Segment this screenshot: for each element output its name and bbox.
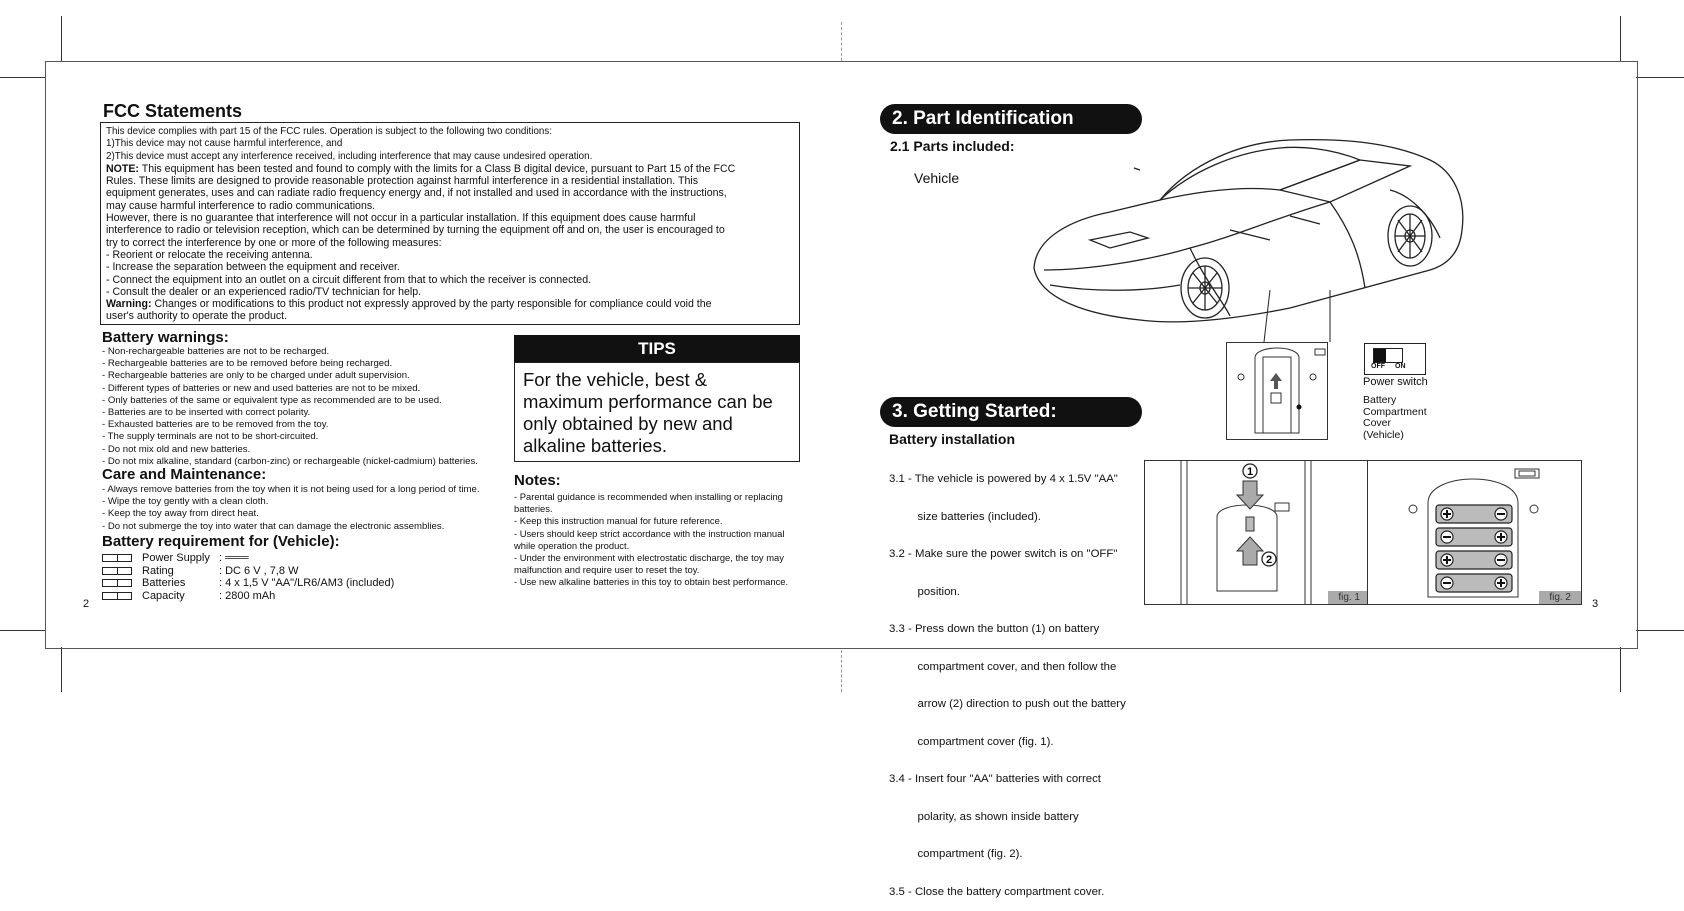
list-item: - Keep this instruction manual for future reference. bbox=[514, 515, 723, 527]
parts-included-title: 2.1 Parts included: bbox=[890, 138, 1015, 154]
crop-mark bbox=[1620, 647, 1621, 692]
spec-label: Power Supply bbox=[142, 552, 210, 564]
battery-icon bbox=[102, 592, 132, 600]
note-label: NOTE: bbox=[106, 162, 139, 175]
fold-mark bbox=[841, 650, 842, 692]
switch-knob bbox=[1374, 349, 1386, 362]
switch-on-label: ON bbox=[1395, 363, 1406, 370]
power-switch-diagram bbox=[1364, 343, 1426, 375]
spec-row bbox=[102, 552, 394, 565]
crop-mark bbox=[1636, 77, 1684, 78]
switch-off-label: OFF bbox=[1371, 363, 1385, 370]
spec-row bbox=[102, 577, 394, 590]
list-item: - Different types of batteries or new and used batteries are not to be mixed. bbox=[102, 382, 421, 394]
battery-warnings-list bbox=[102, 346, 478, 468]
fcc-line: This device complies with part 15 of the FCC rules. Operation is subject to the following two conditions: bbox=[106, 126, 552, 137]
fcc-line: - Consult the dealer or an experienced radio/TV technician for help. bbox=[106, 285, 422, 298]
crop-mark bbox=[0, 630, 45, 631]
step-line: 3.3 - Press down the button (1) on battery bbox=[889, 623, 1100, 635]
figure-2 bbox=[1367, 460, 1582, 605]
switch-slot bbox=[1373, 348, 1403, 363]
fig1-step1: 1 bbox=[1246, 466, 1254, 478]
fcc-line: Rules. These limits are designed to provide reasonable protection against harmful interference in a residential installation. This bbox=[106, 175, 699, 188]
step-line: 3.5 - Close the battery compartment cover. bbox=[889, 885, 1105, 898]
step-line: arrow (2) direction to push out the battery bbox=[889, 698, 1126, 710]
cover-label-line: Compartment bbox=[1363, 405, 1427, 418]
tips-title: TIPS bbox=[514, 335, 800, 362]
list-item: - Wipe the toy gently with a clean cloth. bbox=[102, 496, 269, 508]
list-item: - Use new alkaline batteries in this toy to obtain best performance. bbox=[514, 576, 789, 588]
list-item: - Only batteries of the same or equivalent type as recommended are to be used. bbox=[102, 394, 442, 406]
warning-label: Warning: bbox=[106, 298, 152, 311]
spec-row bbox=[102, 590, 394, 603]
list-item: malfunction and require user to reset the toy. bbox=[514, 564, 700, 576]
spec-value: : 2800 mAh bbox=[219, 589, 276, 602]
fcc-line: interference to radio or television reception, which can be determined by turning the equipment off and on, the user is encouraged to bbox=[106, 224, 725, 237]
fig1-label: fig. 1 bbox=[1328, 591, 1370, 604]
fcc-line: - Connect the equipment into an outlet on a circuit different from that to which the receiver is connected. bbox=[106, 273, 592, 286]
list-item: - Do not submerge the toy into water that can damage the electronic assemblies. bbox=[102, 520, 445, 532]
spec-value: : ═══ bbox=[219, 552, 249, 564]
list-item: - Batteries are to be inserted with correct polarity. bbox=[102, 407, 311, 419]
step-line: 3.2 - Make sure the power switch is on "OFF" bbox=[889, 548, 1118, 560]
fig2-label: fig. 2 bbox=[1539, 591, 1581, 604]
part-identification-header: 2. Part Identification bbox=[880, 104, 1142, 134]
spec-value: : 4 x 1,5 V "AA"/LR6/AM3 (included) bbox=[219, 577, 395, 590]
list-item: - Keep the toy away from direct heat. bbox=[102, 508, 259, 520]
cover-label-line: (Vehicle) bbox=[1363, 428, 1404, 441]
fcc-statement-box bbox=[100, 122, 800, 325]
list-item: - Under the environment with electrostatic discharge, the toy may bbox=[514, 552, 784, 564]
list-item: - Parental guidance is recommended when installing or replacing bbox=[514, 491, 783, 502]
cover-label-line: Cover bbox=[1363, 417, 1392, 429]
list-item: - Non-rechargeable batteries are not to be recharged. bbox=[102, 346, 330, 357]
list-item: - Do not mix old and new batteries. bbox=[102, 443, 251, 455]
page-number-right: 3 bbox=[1592, 598, 1599, 610]
notes-list bbox=[514, 491, 788, 589]
battery-icon bbox=[102, 554, 132, 562]
battery-warnings-title: Battery warnings: bbox=[102, 329, 229, 346]
step-line: 3.1 - The vehicle is powered by 4 x 1.5V "AA" bbox=[889, 473, 1118, 485]
fcc-line: may cause harmful interference to radio communications. bbox=[106, 199, 376, 212]
care-title: Care and Maintenance: bbox=[102, 466, 267, 483]
list-item: while operation the product. bbox=[514, 539, 630, 551]
fcc-line: 1)This device may not cause harmful interference, and bbox=[106, 138, 343, 150]
list-item: - Always remove batteries from the toy when it is not being used for a long period of time. bbox=[102, 484, 480, 495]
step-line: size batteries (included). bbox=[889, 510, 1041, 523]
spec-label: Rating bbox=[142, 564, 174, 577]
crop-mark bbox=[1620, 16, 1621, 61]
cover-drawing bbox=[1227, 343, 1327, 439]
fcc-line: user's authority to operate the product. bbox=[106, 310, 288, 323]
vehicle-label: Vehicle bbox=[914, 170, 960, 186]
cover-label-line: Battery bbox=[1363, 394, 1397, 406]
fcc-line: - Increase the separation between the equipment and receiver. bbox=[106, 261, 400, 274]
cover-label bbox=[1363, 395, 1427, 441]
crop-mark bbox=[0, 77, 45, 78]
step-line: compartment cover, and then follow the bbox=[889, 660, 1117, 673]
notes-title: Notes: bbox=[514, 472, 561, 489]
fcc-line: 2)This device must accept any interference received, including interference that may cause undesired operation. bbox=[106, 150, 593, 162]
battery-cover-detail bbox=[1226, 342, 1328, 440]
crop-mark bbox=[61, 647, 62, 692]
step-line: compartment (fig. 2). bbox=[889, 848, 1023, 860]
list-item: - Exhausted batteries are to be removed from the toy. bbox=[102, 419, 329, 431]
warning-text: Changes or modifications to this product not expressly approved by the party responsible for compliance could void the bbox=[151, 298, 712, 311]
getting-started-header: 3. Getting Started: bbox=[880, 397, 1142, 427]
spec-label: Capacity bbox=[142, 589, 185, 602]
list-item: - Rechargeable batteries are only to be charged under adult supervision. bbox=[102, 370, 410, 382]
fcc-line: try to correct the interference by one or more of the following measures: bbox=[106, 236, 442, 249]
list-item: - Rechargeable batteries are to be removed before being recharged. bbox=[102, 358, 393, 370]
crop-mark bbox=[1636, 630, 1684, 631]
battery-icon bbox=[102, 567, 132, 575]
care-list bbox=[102, 484, 480, 533]
battery-installation-title: Battery installation bbox=[889, 431, 1016, 447]
crop-mark bbox=[61, 16, 62, 61]
fcc-line: However, there is no guarantee that interference will not occur in a particular installation. If this equipment does cause harmful bbox=[106, 212, 696, 225]
battery-spec-table bbox=[102, 552, 394, 602]
fold-mark bbox=[841, 22, 842, 61]
fig1-drawing bbox=[1145, 461, 1370, 604]
step-line: position. bbox=[889, 585, 960, 598]
fcc-line: - Reorient or relocate the receiving antenna. bbox=[106, 248, 313, 261]
power-switch-label: Power switch bbox=[1363, 376, 1428, 388]
fcc-title: FCC Statements bbox=[103, 101, 243, 121]
battery-icon bbox=[102, 579, 132, 587]
battery-requirement-title: Battery requirement for (Vehicle): bbox=[102, 533, 340, 550]
fig1-step2: 2 bbox=[1265, 554, 1273, 566]
fcc-note bbox=[106, 163, 794, 175]
installation-steps bbox=[889, 448, 1126, 911]
tips-body: For the vehicle, best & maximum performance can be only obtained by new and alkaline batteries. bbox=[514, 362, 800, 462]
list-item: - The supply terminals are not to be short-circuited. bbox=[102, 431, 319, 443]
fcc-warning bbox=[106, 298, 794, 310]
fig2-drawing bbox=[1368, 461, 1581, 604]
figure-1 bbox=[1144, 460, 1371, 605]
step-line: 3.4 - Insert four "AA" batteries with correct bbox=[889, 773, 1101, 785]
note-text: This equipment has been tested and found to comply with the limits for a Class B digital device, pursuant to Part 15 of the FCC bbox=[138, 162, 736, 175]
step-line: polarity, as shown inside battery bbox=[889, 810, 1079, 823]
list-item: - Do not mix alkaline, standard (carbon-zinc) or rechargeable (nickel-cadmium) batteries. bbox=[102, 455, 478, 467]
list-item: - Users should keep strict accordance with the instruction manual bbox=[514, 527, 785, 539]
spec-label: Batteries bbox=[142, 577, 186, 590]
spec-value: : DC 6 V , 7,8 W bbox=[219, 564, 299, 577]
step-line: compartment cover (fig. 1). bbox=[889, 735, 1054, 748]
fcc-line: equipment generates, uses and can radiate radio frequency energy and, if not installed and used in accordance with the instructions, bbox=[106, 187, 727, 200]
page-number-left: 2 bbox=[83, 598, 90, 610]
spec-row bbox=[102, 565, 394, 578]
list-item: batteries. bbox=[514, 503, 553, 515]
